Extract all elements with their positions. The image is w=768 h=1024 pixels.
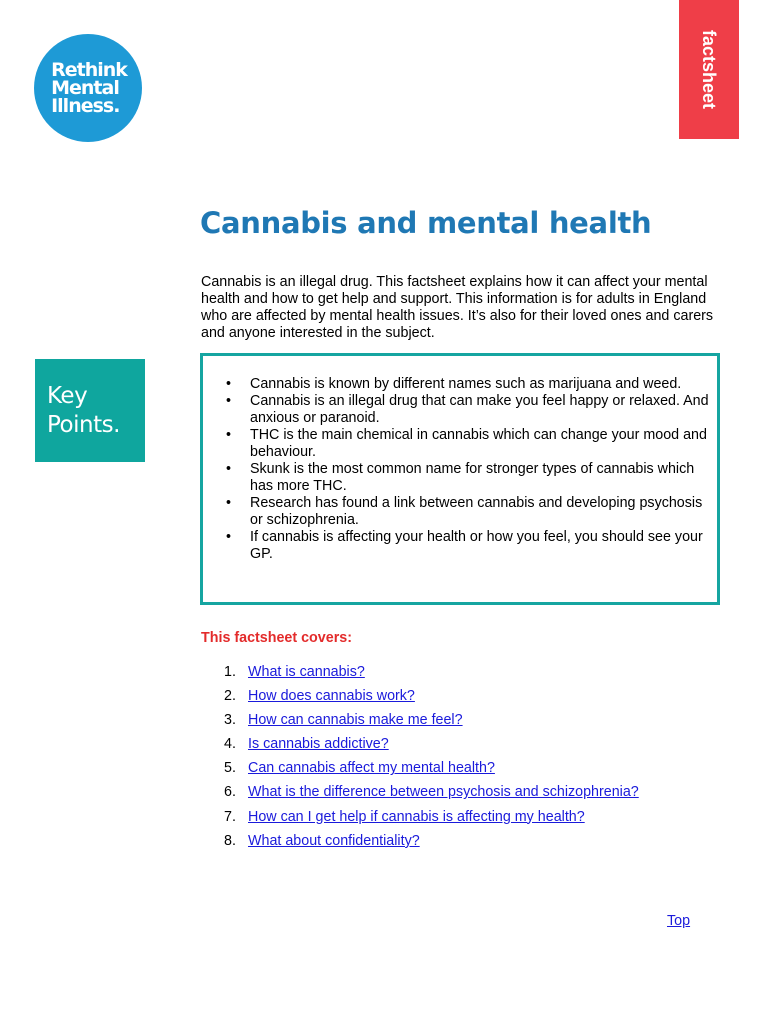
toc-link-how-does-cannabis-work[interactable]: How does cannabis work? [248, 688, 415, 705]
covers-heading: This factsheet covers: [201, 630, 352, 646]
toc-number: 4. [224, 736, 236, 753]
key-point-item: • Cannabis is an illegal drug that can make you feel happy or relaxed. And anxious or paranoid. [223, 393, 711, 427]
toc-link-is-cannabis-addictive[interactable]: Is cannabis addictive? [248, 736, 389, 753]
key-point-item: • Skunk is the most common name for stronger types of cannabis which has more THC. [223, 461, 711, 495]
toc-item [224, 833, 639, 857]
intro-paragraph: Cannabis is an illegal drug. This factsheet explains how it can affect your mental health and how to get help and support. This information is for adults in England who are affected by mental health issues. It’s also for their loved ones and carers and anyone interested in the subject. [201, 274, 714, 341]
toc-item [224, 712, 639, 736]
key-points-box [200, 353, 720, 605]
key-point-item: • THC is the main chemical in cannabis which can change your mood and behaviour. [223, 427, 711, 461]
logo-line-2: Mental [51, 77, 119, 99]
logo-line-1: Rethink [51, 59, 127, 81]
top-link[interactable]: Top [667, 913, 691, 929]
toc-link-what-is-cannabis[interactable]: What is cannabis? [248, 664, 365, 680]
factsheet-tab-label: factsheet [699, 29, 720, 110]
key-points-badge-line-1: Key [47, 382, 88, 409]
toc-item [224, 664, 639, 688]
toc-number: 2. [224, 688, 236, 705]
toc-item [224, 784, 639, 808]
toc-link-how-can-i-get-help[interactable]: How can I get help if cannabis is affecting my health? [248, 808, 585, 825]
logo-wordmark [51, 61, 127, 115]
key-point-item: • If cannabis is affecting your health or how you feel, you should see your GP. [223, 529, 711, 563]
toc-number: 1. [224, 664, 236, 680]
toc-number: 6. [224, 784, 236, 801]
key-point-item: • Cannabis is known by different names such as marijuana and weed. [223, 376, 711, 393]
factsheet-tab [679, 0, 739, 139]
key-point-item: • Research has found a link between cannabis and developing psychosis or schizophrenia. [223, 495, 711, 529]
key-points-badge [35, 359, 145, 462]
toc-item [224, 688, 639, 712]
toc-link-psychosis-vs-schizophrenia[interactable]: What is the difference between psychosis and schizophrenia? [248, 784, 639, 801]
logo-line-3: Illness. [51, 95, 120, 117]
toc-number: 3. [224, 712, 236, 729]
toc-number: 8. [224, 832, 236, 849]
toc-link-how-can-cannabis-make-me-feel[interactable]: How can cannabis make me feel? [248, 712, 463, 729]
key-points-badge-line-2: Points. [47, 411, 120, 438]
key-points-badge-text [47, 382, 120, 440]
table-of-contents [224, 664, 639, 857]
toc-number: 5. [224, 760, 236, 777]
toc-link-confidentiality[interactable]: What about confidentiality? [248, 832, 420, 849]
toc-item [224, 736, 639, 760]
toc-link-can-cannabis-affect-mental-health[interactable]: Can cannabis affect my mental health? [248, 760, 495, 777]
key-points-list [223, 376, 711, 563]
page-title: Cannabis and mental health [200, 206, 652, 240]
toc-item [224, 760, 639, 784]
toc-number: 7. [224, 808, 236, 825]
rethink-mental-illness-logo [34, 34, 142, 142]
toc-item [224, 809, 639, 833]
